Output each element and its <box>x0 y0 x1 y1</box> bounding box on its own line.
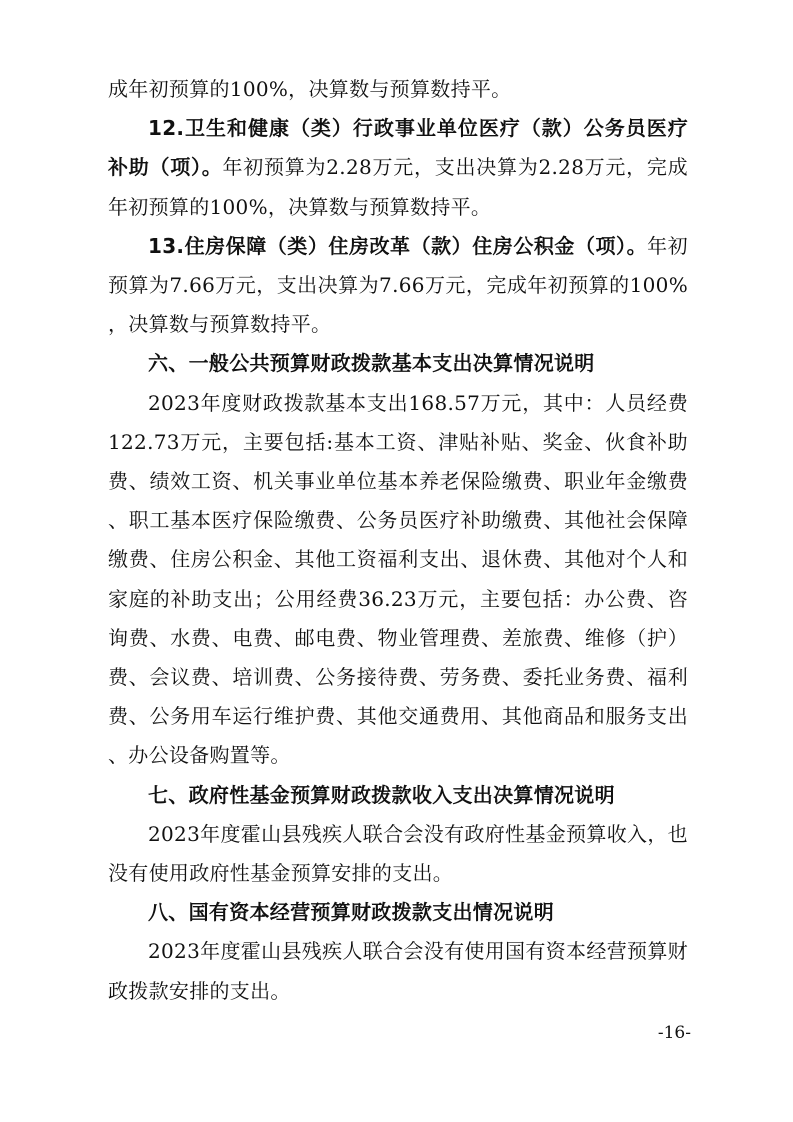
paragraph-basic-expenditure: 2023年度财政拨款基本支出168.57万元，其中：人员经费122.73万元，主要包括:基本工资、津贴补贴、奖金、伙食补助费、绩效工资、机关事业单位基本养老保险缴费、职业年金缴费、职工基本医疗保险缴费、公务员医疗补助缴费、其他社会保障缴费、住房公积金、其他工资福利支出、退休费、其他对个人和家庭的补助支出；公用经费36.23万元，主要包括：办公费、咨询费、水费、电费、邮电费、物业管理费、差旅费、维修（护）费、会议费、培训费、公务接待费、劳务费、委托业务费、福利费、公务用车运行维护费、其他交通费用、其他商品和服务支出、办公设备购置等。 <box>108 390 688 768</box>
item-13-text: 年初预算为7.66万元，支出决算为7.66万元，完成年初预算的100%，决算数与预算数持平。 <box>108 233 688 337</box>
page-number: -16- <box>657 1023 691 1043</box>
section-heading-8: 八、国有资本经营预算财政拨款支出情况说明 <box>148 900 554 925</box>
paragraph-text: 成年初预算的100%，决算数与预算数持平。 <box>108 77 512 101</box>
item-13-title: 13.住房保障（类）住房改革（款）住房公积金（项）。 <box>148 233 648 258</box>
item-12-text: 年初预算为2.28万元，支出决算为2.28万元，完成年初预算的100%，决算数与预算数持平。 <box>108 155 688 219</box>
paragraph-item-12 <box>108 109 688 227</box>
document-body <box>108 70 688 1011</box>
paragraph-continued <box>108 70 688 109</box>
paragraph-item-13 <box>108 227 688 345</box>
section-heading-7: 七、政府性基金预算财政拨款收入支出决算情况说明 <box>148 782 615 807</box>
section-heading-6: 六、一般公共预算财政拨款基本支出决算情况说明 <box>148 351 595 376</box>
paragraph-government-fund: 2023年度霍山县残疾人联合会没有政府性基金预算收入，也没有使用政府性基金预算安排的支出。 <box>108 821 688 886</box>
paragraph-state-capital: 2023年度霍山县残疾人联合会没有使用国有资本经营预算财政拨款安排的支出。 <box>108 939 688 1003</box>
item-12-title: 12.卫生和健康（类）行政事业单位医疗（款）公务员医疗补助（项）。 <box>108 116 688 180</box>
